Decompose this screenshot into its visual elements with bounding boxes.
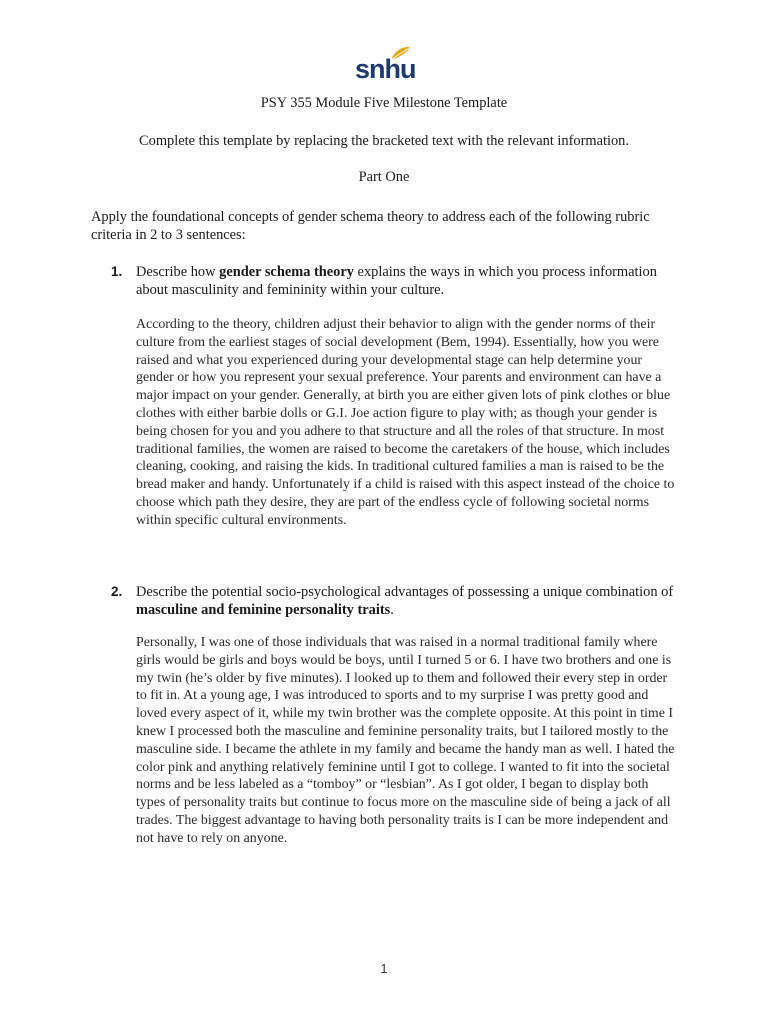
question-prompt — [136, 583, 676, 619]
template-instructions: Complete this template by replacing the bracketed text with the relevant information. — [139, 133, 629, 149]
prompt-text: Describe how — [136, 264, 220, 280]
answer-paragraph: According to the theory, children adjust their behavior to align with the gender norms of their culture from the earliest stages of social development (Bem, 1994). Essentially, how you were raised and what you experienced during your developmental stage can help determine your gender or how you represent your sexual preference. Your parents and environment can have a major impact on your gender. Generally, at birth you are either given lots of pink clothes or blue clothes with either barbie dolls or G.I. Joe action figure to play with; as though your gender is being chosen for you and you adhere to that structure and all the roles of that structure. In most traditional families, the women are raised to become the caretakers of the house, which includes cleaning, cooking, and raising the kids. In traditional cultured families a man is raised to be the bread maker and handy. Unfortunately if a child is raised with this aspect instead of the choice to choose which path they desire, they are part of the endless cycle of following societal norms within specific cultural environments. — [136, 317, 675, 528]
prompt-emphasis: masculine and feminine personality traits — [136, 602, 391, 618]
question-prompt — [136, 263, 676, 299]
page-number: 1 — [380, 961, 388, 976]
answer-paragraph: Personally, I was one of those individuals that was raised in a normal traditional family where girls would be girls and boys would be boys, until I turned 5 or 6. I have two brothers and one is my twin (he’s older by five minutes). I looked up to them and followed their every step in order to fit in. At a young age, I was introduced to sports and to my surprise I was pretty good and loved every aspect of it, while my twin brother was the complete opposite. At this point in time I knew I processed both the masculine and feminine personality traits, but I tailored mostly to the masculine side. I became the athlete in my family and became the handy man as well. I hated the color pink and anything relatively feminine until I got to college. I wanted to fit into the societal norms and be less labeled as a “tomboy” or “lesbian”. As I got older, I began to display both types of personality traits but continue to focus more on the masculine side of being a jack of all trades. The biggest advantage to having both personality traits is I can be more independent and not have to rely on anyone. — [136, 635, 675, 846]
document-title: PSY 355 Module Five Milestone Template — [260, 95, 508, 111]
prompt-text: Describe the potential socio-psychological advantages of possessing a unique combination of — [136, 584, 674, 600]
question-number: 2. — [111, 584, 123, 599]
leaf-icon — [389, 46, 413, 62]
question-number: 1. — [111, 264, 123, 279]
logo-wordmark: snhu — [355, 54, 416, 84]
prompt-text: . — [390, 602, 394, 618]
prompt-emphasis: gender schema theory — [219, 264, 354, 280]
prompt-text: explains the ways in which you process information about masculinity and femininity within your culture. — [136, 264, 657, 298]
part-heading: Part One — [358, 169, 410, 185]
snhu-logo — [355, 46, 415, 88]
intro-paragraph: Apply the foundational concepts of gender schema theory to address each of the following rubric criteria in 2 to 3 sentences: — [91, 209, 650, 243]
